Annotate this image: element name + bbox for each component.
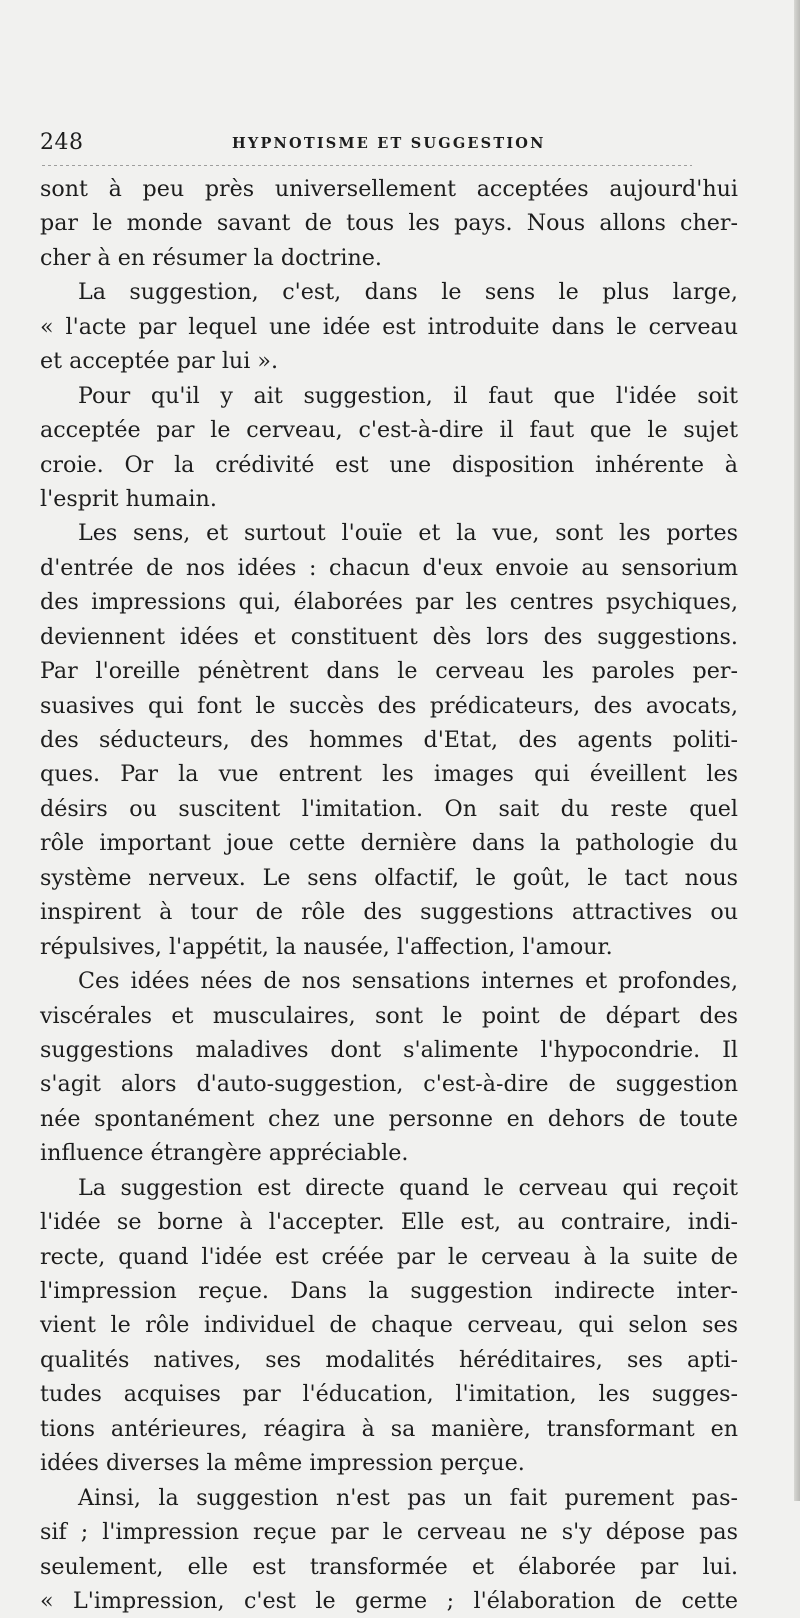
text-line: Ces idées nées de nos sensations internes et profondes, [78, 968, 738, 995]
text-line: l'impression reçue. Dans la suggestion indirecte inter- [40, 1278, 738, 1304]
text-line: l'esprit humain. [40, 485, 217, 512]
text-line: s'agit alors d'auto-suggestion, c'est-à-dire de suggestion [40, 1071, 738, 1098]
text-line: l'idée se borne à l'accepter. Elle est, au contraire, indi- [40, 1209, 738, 1236]
running-title: HYPNOTISME ET SUGGESTION [232, 135, 546, 152]
text-line: répulsives, l'appétit, la nausée, l'affection, l'amour. [40, 933, 613, 960]
header-rule [42, 165, 692, 166]
text-line: La suggestion est directe quand le cerveau qui reçoit [78, 1174, 738, 1201]
text-line: acceptée par le cerveau, c'est-à-dire il faut que le sujet [40, 417, 738, 444]
text-line: « L'impression, c'est le germe ; l'élaboration de cette [40, 1587, 738, 1614]
text-line: tions antérieures, réagira à sa manière, transformant en [40, 1415, 738, 1442]
text-line: recte, quand l'idée est créée par le cerveau à la suite de [40, 1243, 738, 1270]
text-line: Les sens, et surtout l'ouïe et la vue, sont les portes [78, 520, 738, 547]
text-line: système nerveux. Le sens olfactif, le goût, le tact nous [40, 864, 738, 891]
text-line: cher à en résumer la doctrine. [40, 244, 382, 271]
text-line: seulement, elle est transformée et élaborée par lui. [40, 1553, 738, 1580]
text-line: influence étrangère appréciable. [40, 1140, 409, 1167]
text-line: sif ; l'impression reçue par le cerveau ne s'y dépose pas [40, 1519, 738, 1546]
text-line: La suggestion, c'est, dans le sens le plus large, [78, 279, 738, 306]
page-edge [794, 0, 800, 1501]
text-line: d'entrée de nos idées : chacun d'eux envoie au sensorium [40, 554, 738, 581]
text-line: Ainsi, la suggestion n'est pas un fait purement pas- [78, 1484, 738, 1511]
text-line: sont à peu près universellement acceptées aujourd'hui [40, 176, 738, 202]
text-line: idées diverses la même impression perçue. [40, 1450, 525, 1477]
text-line: née spontanément chez une personne en dehors de toute [40, 1105, 738, 1132]
text-line: vient le rôle individuel de chaque cerveau, qui selon ses [40, 1312, 738, 1339]
text-line: rôle important joue cette dernière dans la pathologie du [40, 830, 738, 857]
text-line: ques. Par la vue entrent les images qui éveillent les [40, 761, 738, 788]
text-line: désirs ou suscitent l'imitation. On sait du reste quel [40, 795, 738, 822]
text-line: viscérales et musculaires, sont le point de départ des [40, 1002, 738, 1029]
text-line: et acceptée par lui ». [40, 348, 278, 375]
text-line: Pour qu'il y ait suggestion, il faut que l'idée soit [78, 382, 738, 409]
text-line: suggestions maladives dont s'alimente l'hypocondrie. Il [40, 1036, 738, 1063]
text-line: croie. Or la crédivité est une disposition inhérente à [40, 451, 738, 478]
text-line: « l'acte par lequel une idée est introduite dans le cerveau [40, 313, 738, 340]
text-line: suasives qui font le succès des prédicateurs, des avocats, [40, 692, 738, 719]
body-text [40, 172, 738, 1614]
text-line: deviennent idées et constituent dès lors des suggestions. [40, 623, 738, 650]
page-number: 248 [40, 130, 84, 155]
text-line: tudes acquises par l'éducation, l'imitation, les sugges- [40, 1381, 738, 1408]
text-line: qualités natives, ses modalités héréditaires, ses apti- [40, 1346, 738, 1373]
text-line: inspirent à tour de rôle des suggestions attractives ou [40, 899, 738, 926]
text-line: par le monde savant de tous les pays. Nous allons cher- [40, 210, 738, 237]
page-header [40, 130, 740, 158]
text-line: Par l'oreille pénètrent dans le cerveau les paroles per- [40, 658, 738, 685]
text-line: des séducteurs, des hommes d'Etat, des agents politi- [40, 727, 738, 753]
text-line: des impressions qui, élaborées par les centres psychiques, [40, 589, 738, 616]
